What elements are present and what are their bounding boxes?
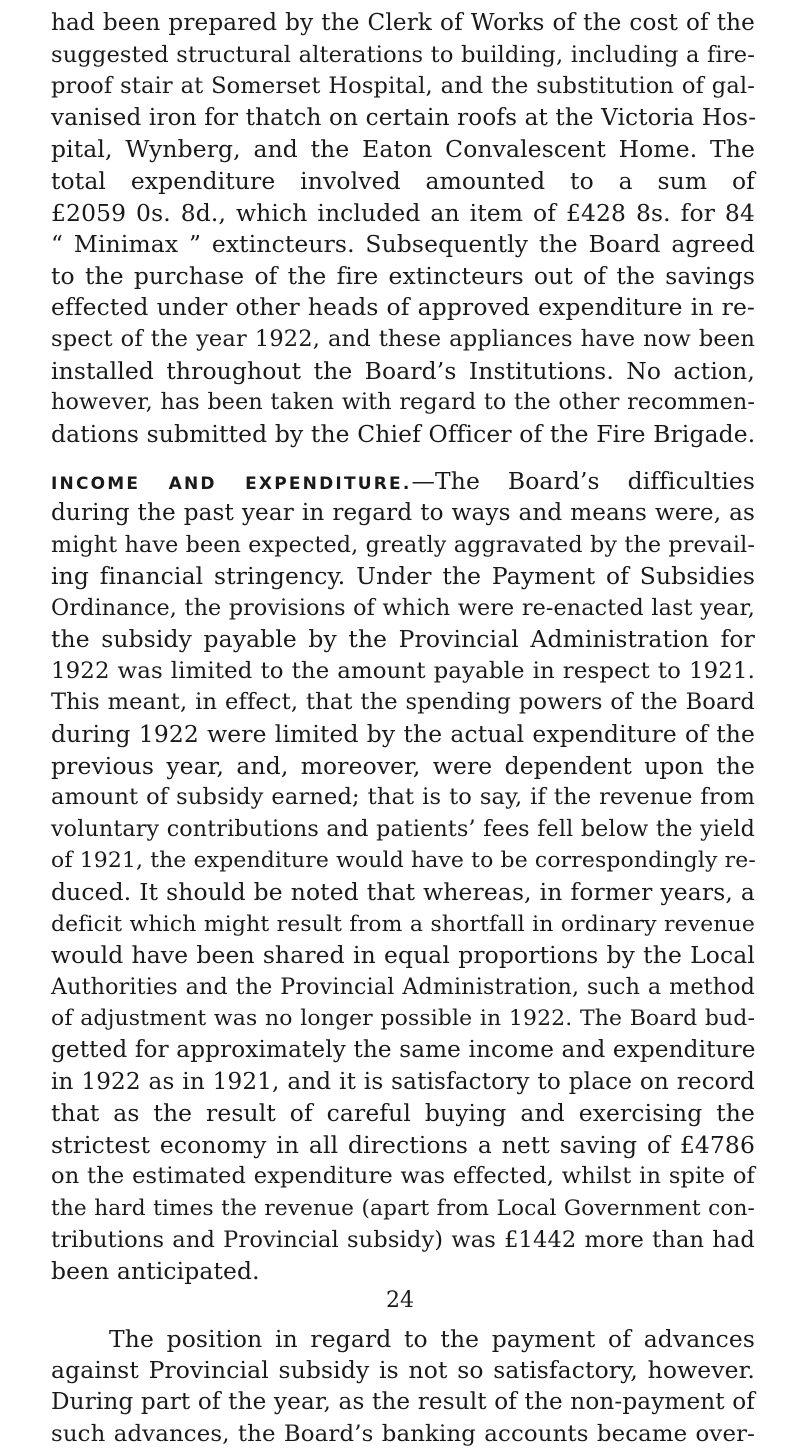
text-line: of 1921, the expenditure would have to be correspondingly re- [51, 848, 756, 874]
text-line: during 1922 were limited by the actual expenditure of the [51, 720, 755, 749]
document-page [51, 8, 755, 1450]
text-line: amount of subsidy earned; that is to say, if the revenue from [51, 784, 755, 811]
text-line: 1922 was limited to the amount payable in respect to 1921. [51, 657, 755, 684]
text-line: dations submitted by the Chief Officer of the Fire Brigade. [51, 419, 756, 448]
text-line-with-heading [51, 466, 755, 498]
text-line: total expenditure involved amounted to a sum of [51, 166, 755, 195]
text-line: Authorities and the Provincial Administration, such a method [51, 973, 755, 1000]
text-line: installed throughout the Board’s Institutions. No action, [51, 356, 755, 385]
text-line: in 1922 as in 1921, and it is satisfactory to place on record [51, 1068, 755, 1095]
text-line: would have been shared in equal proportions by the Local [51, 941, 755, 970]
text-line: against Provincial subsidy is not so satisfactory, however. [51, 1356, 755, 1385]
paragraph-fire-extincteurs [51, 8, 755, 450]
section-heading: INCOME AND EXPENDITURE. [51, 474, 412, 495]
text-line: strictest economy in all directions a nett saving of £4786 [51, 1130, 755, 1159]
paragraph-advances-against-subsidy [51, 1324, 755, 1450]
text-line: the hard times the revenue (apart from Local Government con- [51, 1195, 755, 1221]
text-line: ing financial stringency. Under the Payment of Subsidies [51, 562, 755, 591]
text-line: “ Minimax ” extincteurs. Subsequently the Board agreed [51, 230, 755, 259]
text-line: Ordinance, the provisions of which were re-enacted last year, [51, 594, 755, 621]
text-line: the subsidy payable by the Provincial Administration for [51, 625, 755, 654]
text-line: spect of the year 1922, and these appliances have now been [51, 325, 755, 352]
text-line: During part of the year, as the result of the non-payment of [51, 1388, 755, 1415]
text-line: tributions and Provincial subsidy) was £1442 more than had [51, 1226, 755, 1253]
text-line: to the purchase of the fire extincteurs out of the savings [51, 261, 755, 290]
text-line: of adjustment was no longer possible in 1922. The Board bud- [51, 1006, 755, 1032]
text-line: vanised iron for thatch on certain roofs at the Victoria Hos- [51, 104, 757, 131]
heading-line-text: —The Board’s difficulties [411, 467, 755, 496]
text-line: been anticipated. [51, 1257, 260, 1286]
text-line: such advances, the Board’s banking accounts became over- [51, 1420, 755, 1447]
text-line: suggested structural alterations to building, including a fire- [51, 41, 755, 68]
text-line: might have been expected, greatly aggravated by the prevail- [51, 531, 755, 558]
text-line: getted for approximately the same income and expenditure [51, 1037, 756, 1063]
text-line: The position in regard to the payment of advances [109, 1324, 755, 1353]
text-line: had been prepared by the Clerk of Works of the cost of the [51, 10, 755, 36]
page-number: 24 [386, 1288, 414, 1313]
text-line: on the estimated expenditure was effected, whilst in spite of [51, 1163, 755, 1190]
text-line: previous year, and, moreover, were dependent upon the [51, 751, 755, 780]
paragraph-income-and-expenditure [51, 466, 755, 1287]
text-line: £2059 0s. 8d., which included an item of £428 8s. for 84 [51, 198, 755, 227]
text-line: however, has been taken with regard to the other recommen- [51, 389, 755, 416]
text-line: effected under other heads of approved expenditure in re- [51, 293, 755, 322]
text-line: voluntary contributions and patients’ fees fell below the yield [51, 815, 755, 842]
text-line: that as the result of careful buying and exercising the [51, 1099, 755, 1128]
text-line: duced. It should be noted that whereas, in former years, a [51, 878, 755, 907]
paragraph-spacer [51, 450, 755, 466]
text-line: deficit which might result from a shortfall in ordinary revenue [51, 911, 755, 937]
text-line: during the past year in regard to ways and means were, as [51, 499, 755, 526]
text-line: pital, Wynberg, and the Eaton Convalescent Home. The [51, 135, 755, 164]
text-line: This meant, in effect, that the spending powers of the Board [51, 689, 755, 716]
text-line: proof stair at Somerset Hospital, and the substitution of gal- [51, 73, 755, 100]
